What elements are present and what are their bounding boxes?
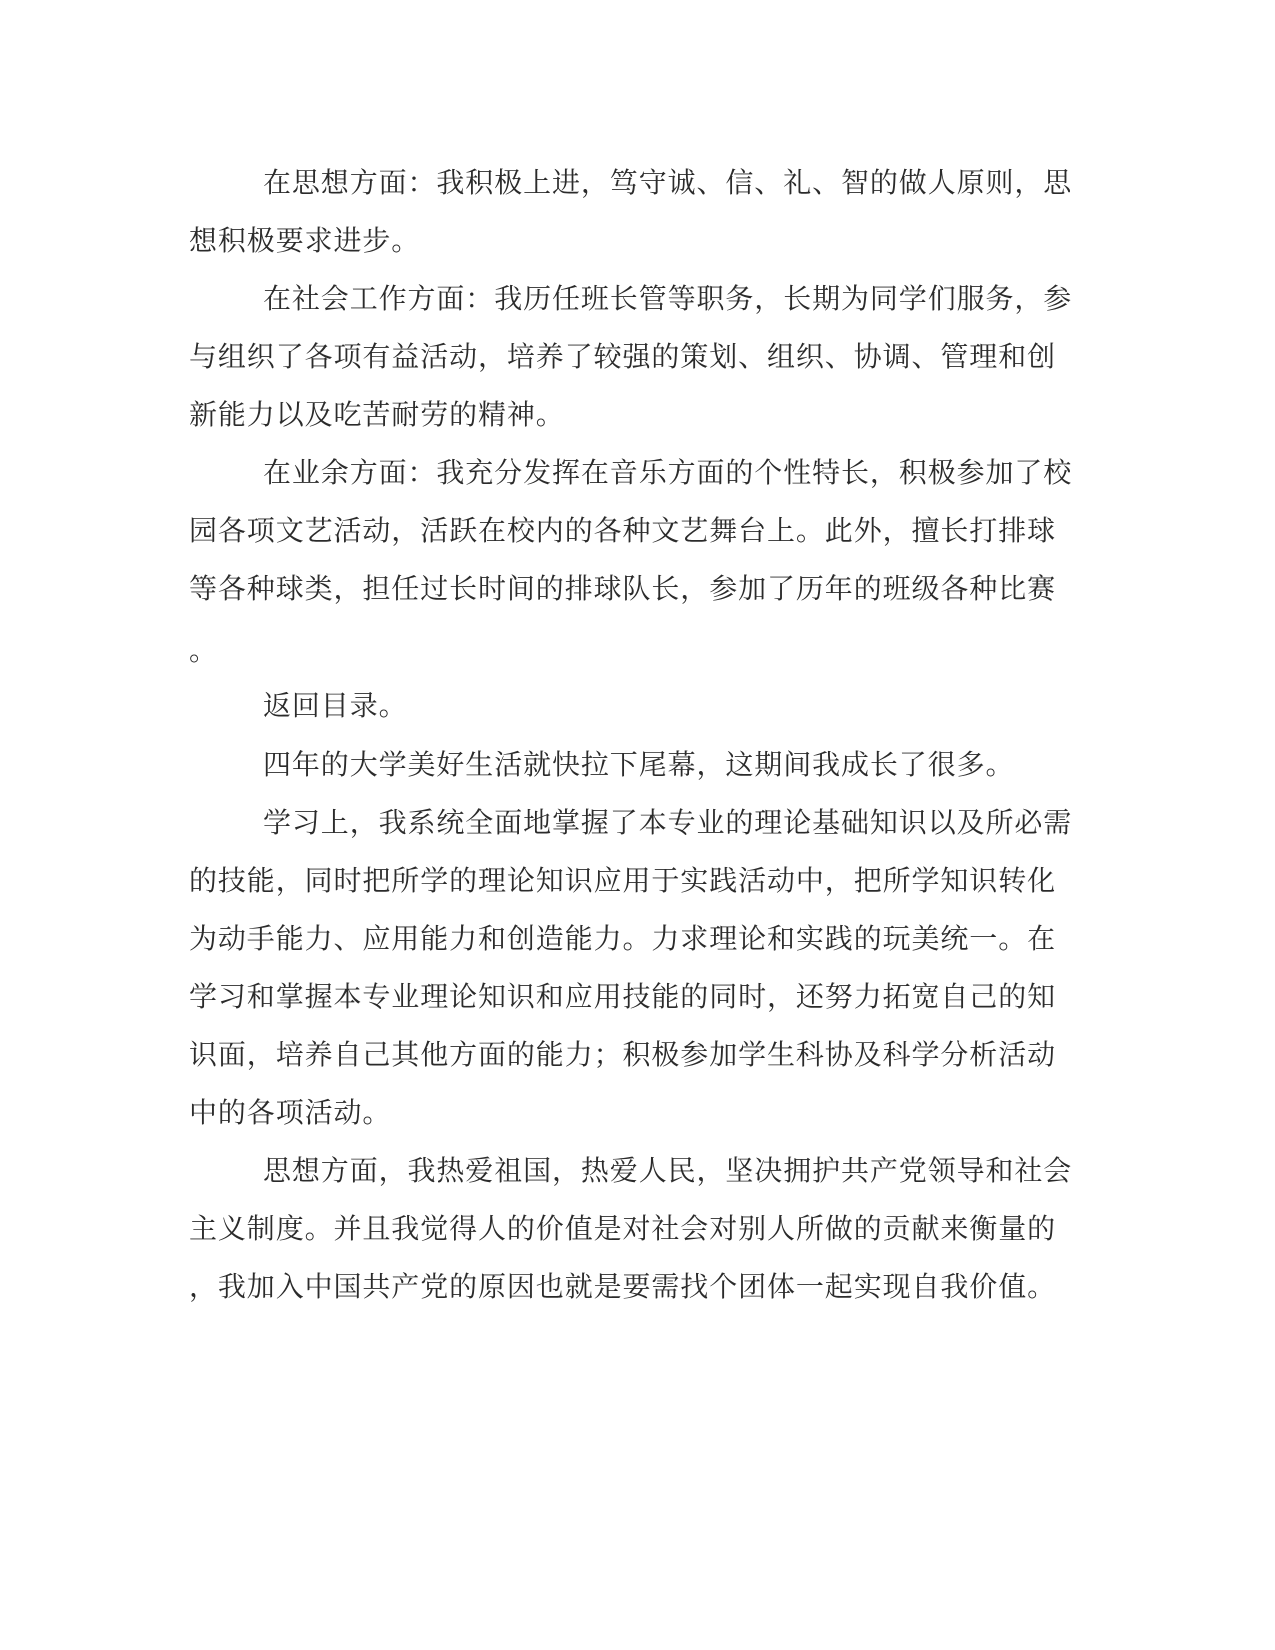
return-to-contents: 返回目录。	[263, 689, 408, 722]
text-line: 想积极要求进步。	[189, 224, 421, 257]
text-line: 学习和掌握本专业理论知识和应用技能的同时，还努力拓宽自己的知	[189, 980, 1057, 1013]
text-line: 的技能，同时把所学的理论知识应用于实践活动中，把所学知识转化	[189, 864, 1057, 897]
text-line: 园各项文艺活动，活跃在校内的各种文艺舞台上。此外，擅长打排球	[189, 514, 1057, 547]
text-line: 中的各项活动。	[189, 1096, 392, 1129]
text-line: 为动手能力、应用能力和创造能力。力求理论和实践的玩美统一。在	[189, 922, 1057, 955]
text-line: 思想方面，我热爱祖国，热爱人民，坚决拥护共产党领导和社会	[263, 1154, 1073, 1187]
text-line: 新能力以及吃苦耐劳的精神。	[189, 398, 565, 431]
text-line: 主义制度。并且我觉得人的价值是对社会对别人所做的贡献来衡量的	[189, 1212, 1057, 1245]
text-line: 四年的大学美好生活就快拉下尾幕，这期间我成长了很多。	[263, 748, 1015, 781]
text-line: 与组织了各项有益活动，培养了较强的策划、组织、协调、管理和创	[189, 340, 1057, 373]
text-line: 在思想方面：我积极上进，笃守诚、信、礼、智的做人原则，思	[263, 166, 1073, 199]
text-line: 在业余方面：我充分发挥在音乐方面的个性特长，积极参加了校	[263, 456, 1073, 489]
text-line: 。	[189, 634, 218, 667]
text-line: 等各种球类，担任过长时间的排球队长，参加了历年的班级各种比赛	[189, 572, 1057, 605]
text-line: 学习上，我系统全面地掌握了本专业的理论基础知识以及所必需	[263, 806, 1073, 839]
text-line: ，我加入中国共产党的原因也就是要需找个团体一起实现自我价值。	[189, 1270, 1057, 1303]
text-line: 在社会工作方面：我历任班长管等职务，长期为同学们服务，参	[263, 282, 1073, 315]
text-line: 识面，培养自己其他方面的能力；积极参加学生科协及科学分析活动	[189, 1038, 1057, 1071]
